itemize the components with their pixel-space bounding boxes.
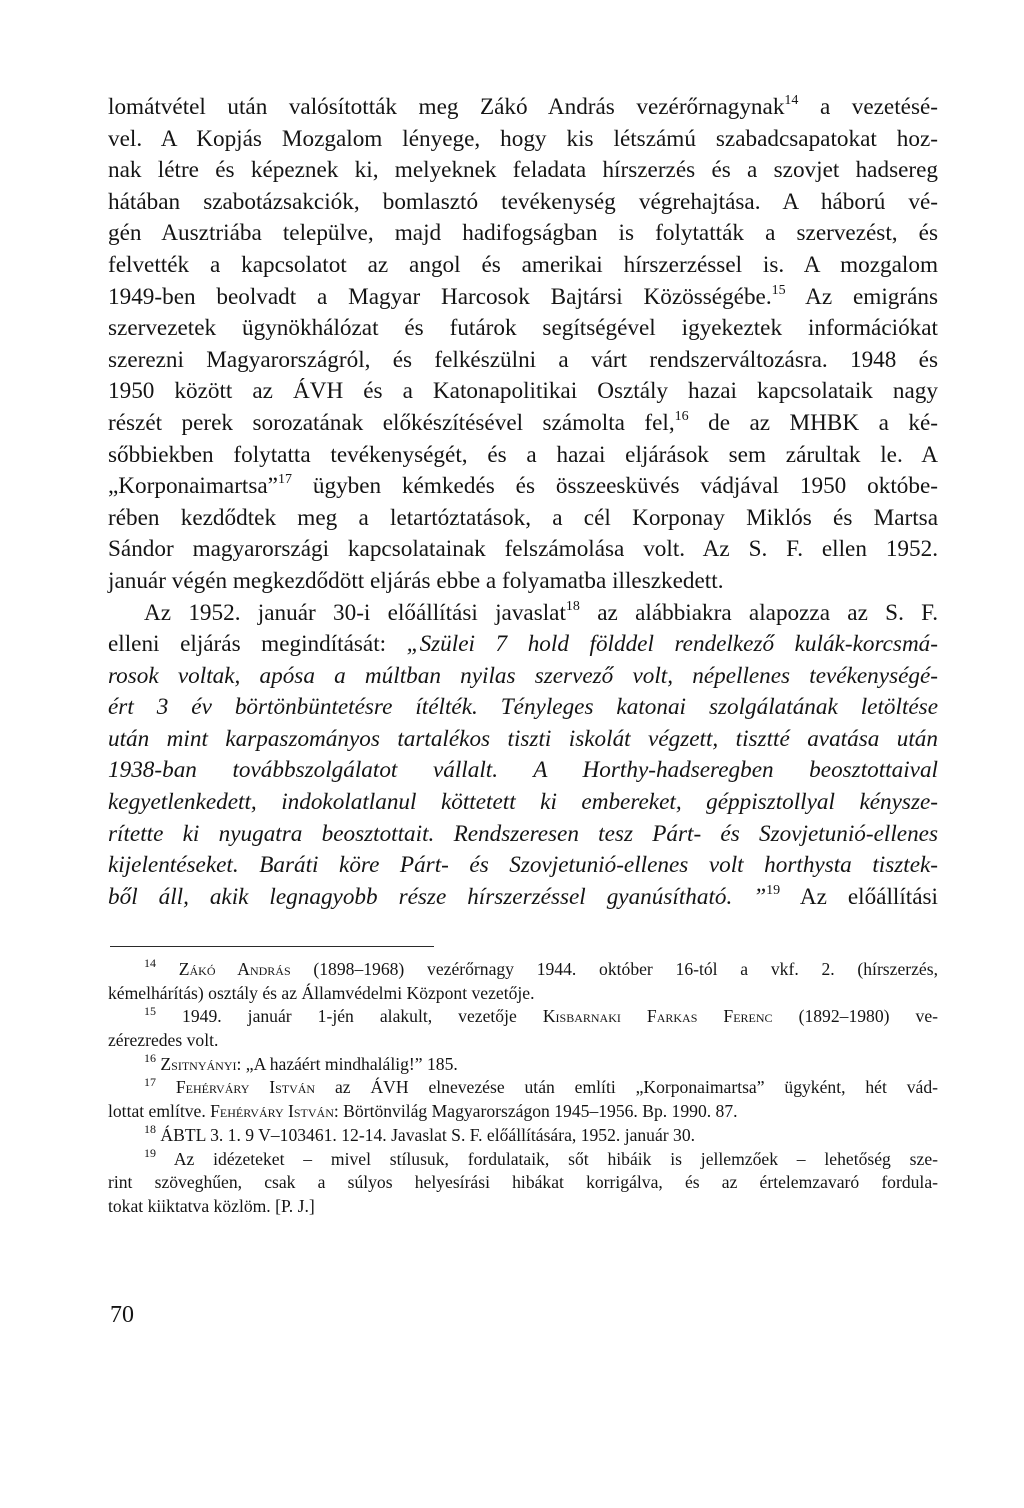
- text-line: Sándor magyarországi kapcsolatainak felszámolása volt. Az S. F. ellen 1952.: [108, 536, 938, 563]
- quoted-line: után mint karpaszományos tartalékos tiszti iskolát végzett, tisztté avatása után: [108, 725, 938, 752]
- text-line: sőbbiekben folytatta tevékenységét, és a hazai eljárások sem zárultak le. A: [108, 441, 938, 468]
- text-line: 1949-ben beolvadt a Magyar Harcosok Bajtársi Közösségébe.$^{15}$ Az emigráns: [108, 282, 938, 310]
- text-line: január végén megkezdődött eljárás ebbe a folyamatba illeszkedett.: [108, 567, 724, 594]
- main-text: [108, 92, 938, 913]
- quoted-line: rítette ki nyugatra beosztottait. Rendszeresen tesz Párt- és Szovjetunió-ellenes: [108, 820, 938, 847]
- page-number: 70: [110, 1302, 134, 1328]
- footnote-16: $^{16}$ Zsitnyányi: „A hazáért mindhalálig!” 185.: [144, 1050, 458, 1074]
- footnote-ref: 19: [766, 883, 781, 899]
- footnote-divider: [110, 946, 434, 947]
- text-line: gén Ausztriába települve, majd hadifogságban is folytatták a szervezést, és: [108, 220, 938, 247]
- text-line: lomátvétel után valósították meg Zákó András vezérőrnagynak$^{14}$ a vezetésé-: [108, 93, 938, 120]
- quoted-line: kijelentéseket. Baráti köre Párt- és Szovjetunió-ellenes volt horthysta tisztek-: [108, 852, 938, 879]
- text-line: „Korponaimartsa”$^{17}$ ügyben kémkedés és összeesküvés vádjával 1950 októbe-: [108, 472, 938, 500]
- footnote-ref: 17: [277, 472, 292, 488]
- text-line: szervezetek ügynökhálózat és futárok segítségével igyekeztek információkat: [108, 315, 938, 342]
- text-line: hátában szabotázsakciók, bomlasztó tevékenység végrehajtása. A háború vé-: [108, 188, 938, 215]
- footnote-15: $^{15}$ 1949. január 1-jén alakult, vezetője Kisbarnaki Farkas Ferenc (1892–1980) ve-: [144, 1003, 939, 1027]
- text-line: 1950 között az ÁVH és a Katonapolitikai Osztály hazai kapcsolataik nagy: [108, 378, 938, 405]
- quoted-text: „Szülei 7 hold földdel rendelkező kulák-korcsmá-: [386, 631, 938, 658]
- footnote-14: $^{14}$ Zákó András (1898–1968) vezérőrnagy 1944. október 16-tól a vkf. 2. (hírszerzés,: [144, 956, 938, 979]
- text-line: nak létre és képeznek ki, melyeknek feladata hírszerzés és a szovjet hadsereg: [108, 157, 938, 184]
- quoted-line: 1938-ban továbbszolgálatot vállalt. A Horthy-hadseregben beosztottaival: [108, 757, 938, 784]
- quoted-line: ért 3 év börtönbüntetésre ítélték. Tényleges katonai szolgálatának letöltése: [108, 694, 938, 721]
- footnote-15-cont: zérezredes volt.: [108, 1030, 219, 1051]
- text-line: részét perek sorozatának előkészítésével számolta fel,$^{16}$ de az MHBK a ké-: [108, 409, 938, 436]
- footnote-19: $^{19}$ Az idézeteket – mivel stílusuk, fordulataik, sőt hibáik is jellemzőek – lehetőség sze-: [144, 1145, 938, 1169]
- text-line: szerezni Magyarországról, és felkészülni a várt rendszerváltozásra. 1948 és: [108, 346, 938, 373]
- footnote-17-cont: lottat említve. Fehérváry István: Börtönvilág Magyarországon 1945–1956. Bp. 1990. 87.: [108, 1101, 738, 1122]
- footnotes: [108, 958, 938, 1219]
- footnote-17: $^{17}$ Fehérváry István az ÁVH elnevezése után említi „Korponaimartsa” ügyként, hét vád-: [144, 1074, 938, 1098]
- text-line: felvették a kapcsolatot az angol és amerikai hírszerzéssel is. A mozgalom: [108, 251, 938, 278]
- footnote-ref: 15: [771, 282, 786, 298]
- footnote-14-cont: kémelhárítás) osztály és az Államvédelmi Központ vezetője.: [108, 982, 535, 1003]
- footnote-ref: 16: [674, 409, 689, 425]
- quoted-line: kegyetlenkedett, indokolatlanul köttetett ki embereket, géppisztollyal kénysze-: [108, 789, 938, 816]
- text-line: rében kezdődtek meg a letartóztatások, a cél Korponay Miklós és Martsa: [108, 504, 938, 531]
- text-line: vel. A Kopjás Mozgalom lényege, hogy kis létszámú szabadcsapatokat hoz-: [108, 125, 938, 152]
- quoted-line: rosok voltak, apósa a múltban nyilas szervező volt, népellenes tevékenységé-: [108, 662, 938, 689]
- footnote-18: $^{18}$ ÁBTL 3. 1. 9 V–103461. 12-14. Javaslat S. F. előállítására, 1952. január 30.: [144, 1121, 696, 1145]
- footnote-ref: 18: [565, 598, 580, 614]
- text-line: elleni eljárás megindítását: „Szülei 7 hold földdel rendelkező kulák-korcsmá-: [108, 631, 938, 658]
- text-line: Az 1952. január 30-i előállítási javaslat$^{18}$ az alábbiakra alapozza az S. F.: [144, 598, 938, 626]
- footnote-19-cont: tokat kiiktatva közlöm. [P. J.]: [108, 1195, 315, 1216]
- footnote-19-cont: rint szöveghűen, csak a súlyos helyesírási hibákat korrigálva, és az értelemzavaró fordula-: [108, 1172, 938, 1193]
- quoted-line: ből áll, akik legnagyobb része hírszerzéssel gyanúsítható. ”$^{19}$ Az előállítási: [108, 883, 938, 910]
- footnote-ref: 14: [784, 93, 799, 109]
